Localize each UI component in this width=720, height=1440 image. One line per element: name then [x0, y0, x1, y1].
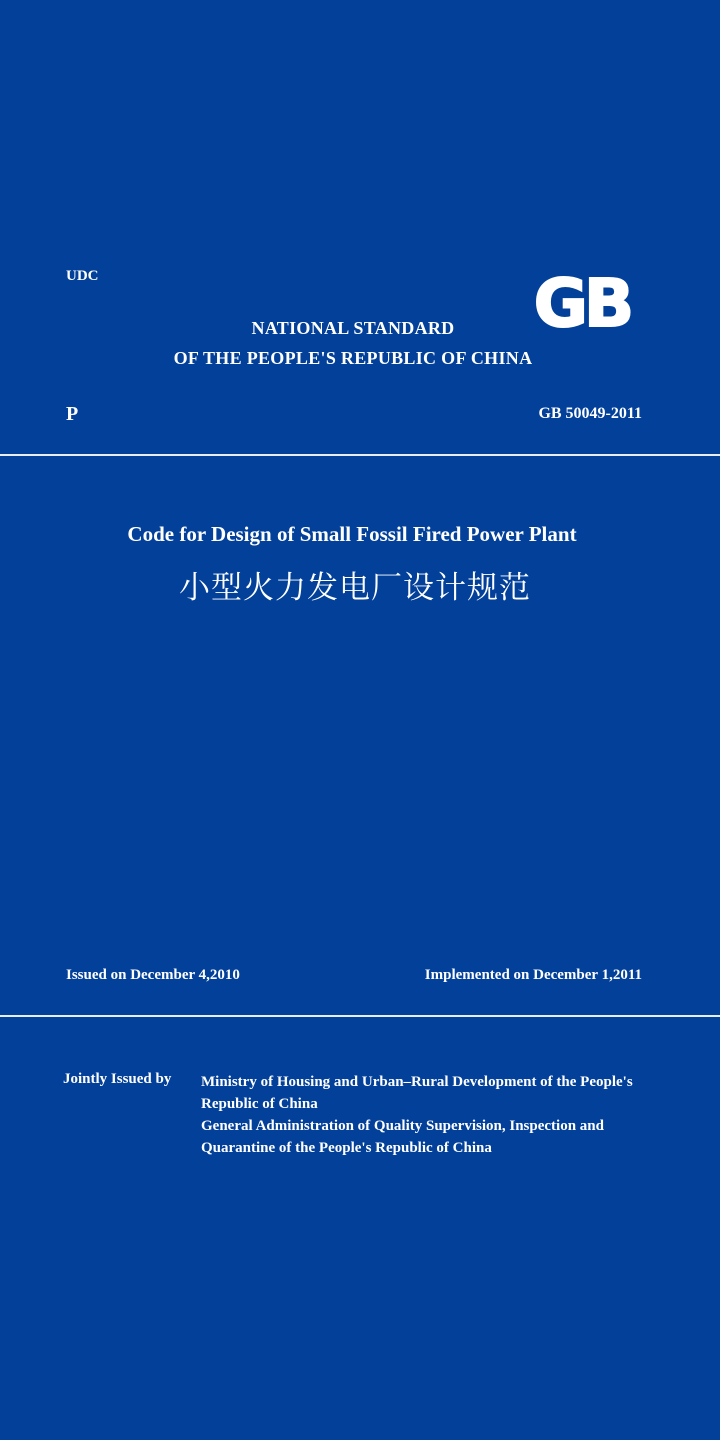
top-divider [0, 454, 720, 456]
national-standard-heading-line2: OF THE PEOPLE'S REPUBLIC OF CHINA [173, 348, 533, 368]
gb-logo-text: GB [533, 268, 631, 334]
national-standard-heading-line1: NATIONAL STANDARD [251, 318, 455, 338]
issuer-line: Ministry of Housing and Urban–Rural Development of the People's [201, 1074, 633, 1090]
issuer-line: General Administration of Quality Supervision, Inspection and [201, 1118, 604, 1134]
issuer-line: Quarantine of the People's Republic of China [201, 1140, 492, 1156]
gb-logo [520, 268, 644, 334]
standard-number: GB 50049-2011 [538, 405, 642, 422]
title-chinese: 小型火力发电厂设计规范 [179, 570, 531, 606]
jointly-issued-label: Jointly Issued by [63, 1071, 172, 1087]
gb-logo-graphic [520, 268, 644, 334]
issued-date: Issued on December 4,2010 [66, 967, 240, 983]
bottom-divider [0, 1015, 720, 1017]
udc-label: UDC [66, 268, 99, 284]
issuers-list [201, 1071, 633, 1159]
implemented-date: Implemented on December 1,2011 [424, 967, 642, 983]
issuer-line: Republic of China [201, 1096, 318, 1112]
title-english: Code for Design of Small Fossil Fired Power Plant [127, 522, 577, 546]
classification-code: P [66, 403, 79, 425]
